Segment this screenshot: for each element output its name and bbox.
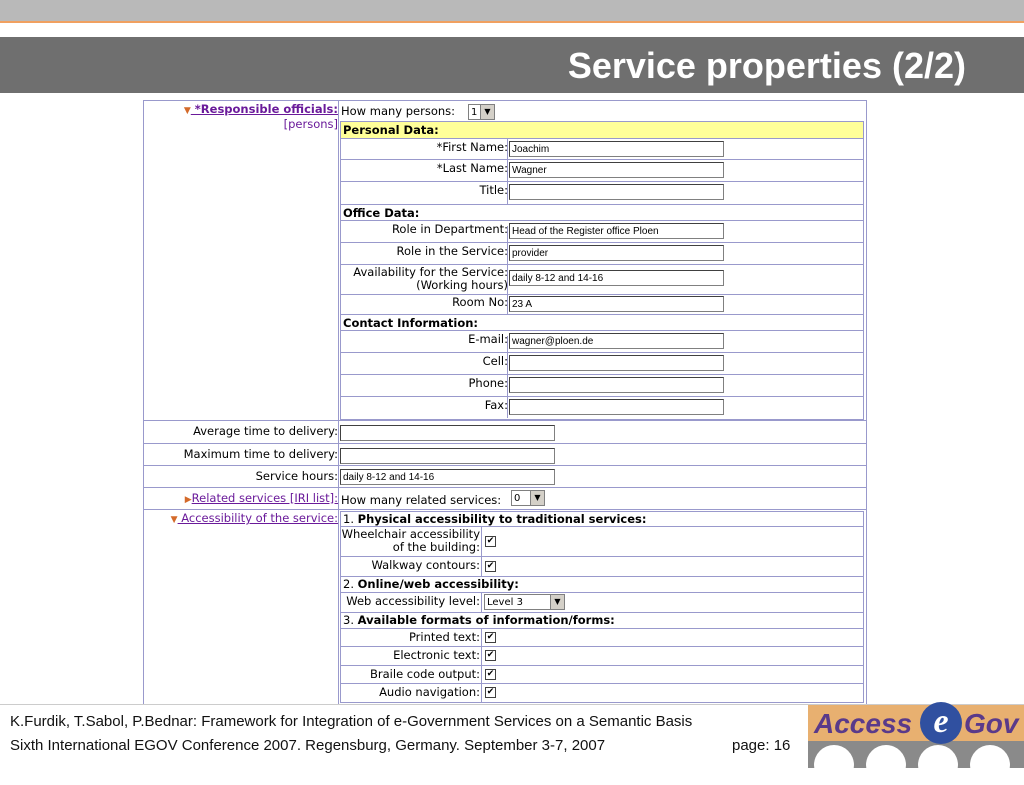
printed-text-checkbox[interactable]: ✔ [486, 632, 495, 642]
max-delivery-input[interactable] [340, 448, 555, 464]
email-input[interactable]: wagner@ploen.de [509, 333, 724, 349]
audio-nav-row: Audio navigation: ✔ [379, 685, 495, 699]
fax-input[interactable] [509, 399, 724, 415]
braile-row: Braile code output: ✔ [341, 665, 863, 684]
related-count-select[interactable]: 0 ▼ [511, 490, 545, 506]
service-hours-input[interactable]: daily 8-12 and 14-16 [340, 469, 555, 485]
officials-label[interactable]: ▼ *Responsible officials: [183, 102, 338, 116]
room-row: Room No: 23 A [341, 294, 863, 315]
first-name-row: *First Name: Joachim [341, 138, 863, 160]
contact-info-header: Contact Information: [341, 314, 863, 331]
web-level-select[interactable]: Level 3 ▼ [484, 594, 565, 610]
braile-checkbox[interactable]: ✔ [486, 669, 495, 679]
personal-data-header: Personal Data: [341, 122, 863, 139]
top-bar [0, 0, 1024, 23]
office-data-header: Office Data: [341, 204, 863, 221]
availability-input[interactable]: daily 8-12 and 14-16 [509, 270, 724, 286]
wheelchair-row: Wheelchair accessibility of the building: ✔ [341, 526, 863, 557]
related-services-label[interactable]: ▶Related services [IRI list]: [184, 491, 338, 505]
accessibility-table [340, 511, 864, 703]
formats-header: 3. Available formats of information/forms: [341, 612, 863, 629]
physical-header: 1. Physical accessibility to traditional services: [341, 512, 863, 527]
role-department-row: Role in Department: Head of the Register office Ploen [341, 220, 863, 243]
dropdown-arrow-icon: ▼ [480, 105, 494, 119]
last-name-input[interactable]: Wagner [509, 162, 724, 178]
audio-nav-checkbox[interactable]: ✔ [486, 687, 495, 697]
persons-count-label: How many persons: [341, 104, 456, 118]
fax-row: Fax: [341, 396, 863, 418]
room-input[interactable]: 23 A [509, 296, 724, 312]
expand-triangle-icon[interactable]: ▶ [184, 495, 192, 505]
footer-citation: K.Furdik, T.Sabol, P.Bednar: Framework for Integration of e-Government Services on a Semantic Basis [10, 713, 693, 730]
avg-delivery-input[interactable] [340, 425, 555, 441]
personal-data-table [340, 121, 864, 420]
role-service-input[interactable]: provider [509, 245, 724, 261]
officials-row [144, 101, 866, 421]
persons-link[interactable]: [persons] [283, 117, 338, 131]
access-egov-logo: Access e Gov [808, 705, 1024, 768]
related-services-row [144, 488, 866, 510]
max-delivery-row: Maximum time to delivery: [144, 444, 866, 466]
first-name-input[interactable]: Joachim [509, 141, 724, 157]
accessibility-row [144, 510, 866, 705]
web-level-row: Web accessibility level: Level 3 ▼ [341, 592, 863, 613]
logo-e-icon: e [920, 702, 962, 744]
slide-title: Service properties (2/2) [567, 45, 966, 86]
cell-input[interactable] [509, 355, 724, 371]
email-row: E-mail: wagner@ploen.de [341, 330, 863, 353]
collapse-triangle-icon[interactable]: ▼ [170, 515, 178, 525]
online-header: 2. Online/web accessibility: [341, 576, 863, 593]
walkway-row: Walkway contours: ✔ [341, 556, 863, 577]
related-count-label: How many related services: [341, 493, 502, 507]
service-form [143, 100, 867, 706]
title-row: Title: [341, 181, 863, 205]
phone-input[interactable] [509, 377, 724, 393]
service-hours-row: Service hours: daily 8-12 and 14-16 [144, 466, 866, 488]
wheelchair-checkbox[interactable]: ✔ [486, 536, 495, 546]
footer-conference: Sixth International EGOV Conference 2007. Regensburg, Germany. September 3-7, 2007 [10, 737, 606, 754]
cell-row: Cell: [341, 352, 863, 375]
dropdown-arrow-icon: ▼ [550, 595, 564, 609]
phone-row: Phone: [341, 374, 863, 397]
electronic-text-checkbox[interactable]: ✔ [486, 650, 495, 660]
last-name-row: *Last Name: Wagner [341, 159, 863, 182]
role-service-row: Role in the Service: provider [341, 242, 863, 265]
accessibility-label[interactable]: ▼ Accessibility of the service: [170, 511, 338, 525]
page-number: page: 16 [732, 737, 791, 754]
electronic-text-row: Electronic text: ✔ [341, 646, 863, 666]
dropdown-arrow-icon: ▼ [530, 491, 544, 505]
collapse-triangle-icon[interactable]: ▼ [183, 106, 191, 116]
printed-text-row: Printed text: ✔ [341, 628, 863, 647]
persons-count-select[interactable]: 1 ▼ [468, 104, 495, 120]
availability-row: Availability for the Service: (Working hours) daily 8-12 and 14-16 [341, 264, 863, 295]
role-department-input[interactable]: Head of the Register office Ploen [509, 223, 724, 239]
avg-delivery-row: Average time to delivery: [144, 421, 866, 444]
title-bar [0, 37, 1024, 93]
walkway-checkbox[interactable]: ✔ [486, 561, 495, 571]
title-input[interactable] [509, 184, 724, 200]
